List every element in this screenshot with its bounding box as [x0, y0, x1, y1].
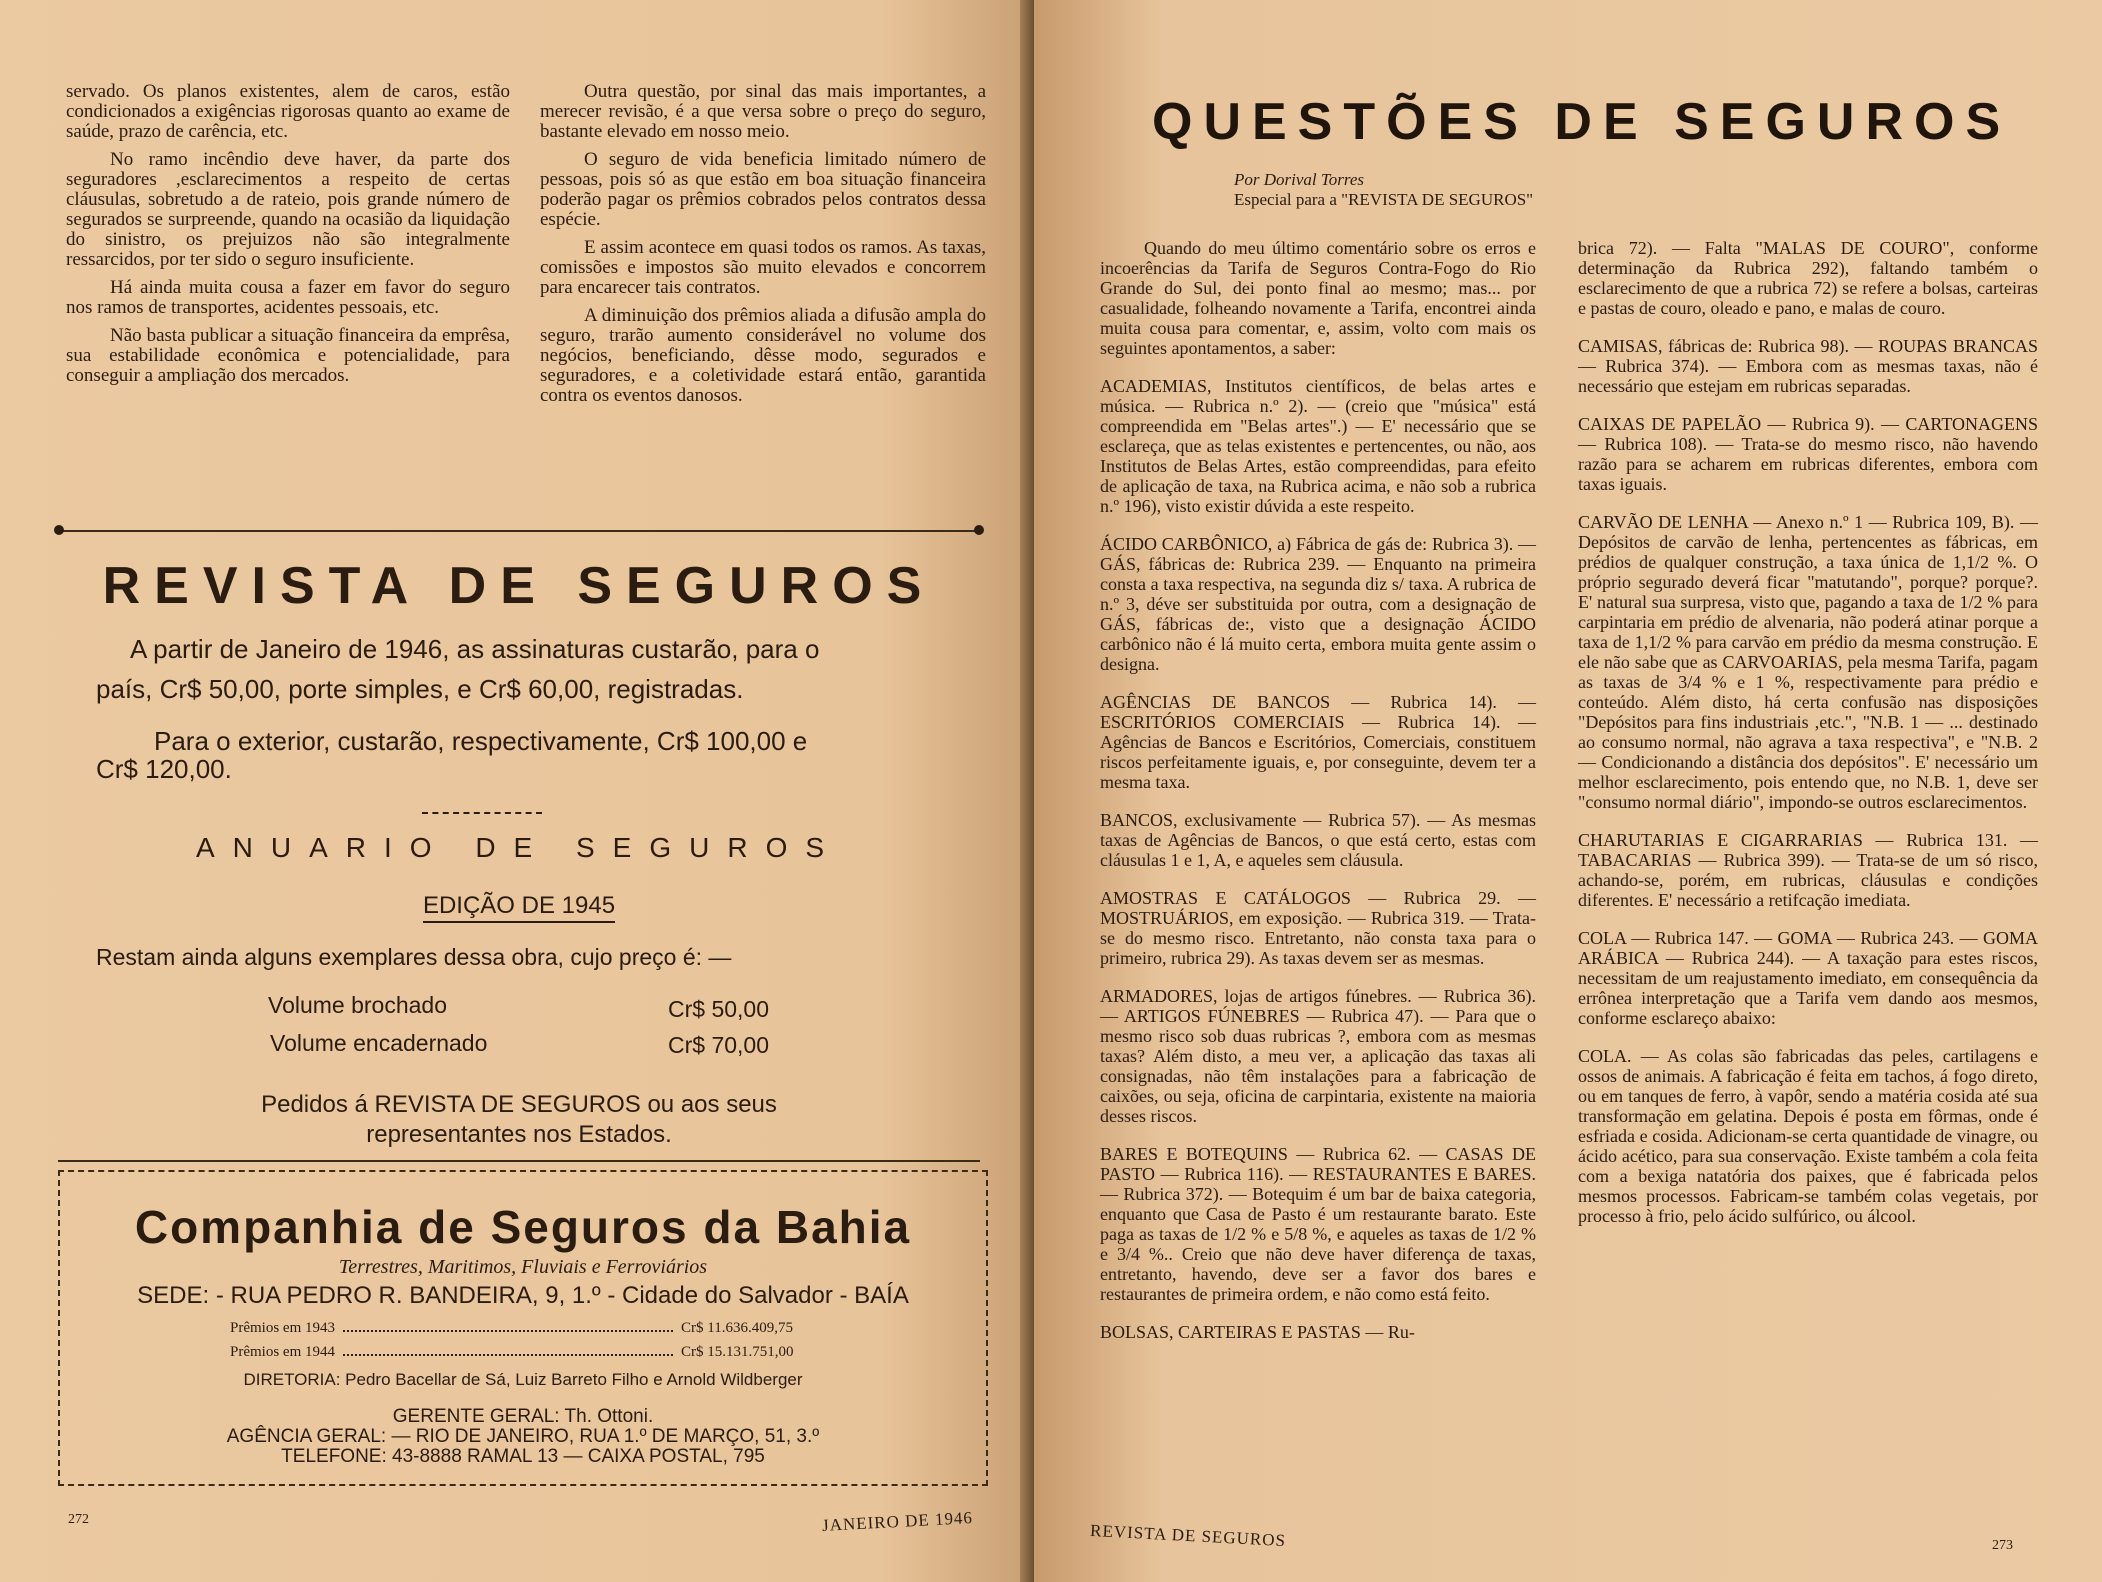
author: Por Dorival Torres	[1234, 170, 1365, 189]
company-name: Companhia de Seguros da Bahia	[134, 1201, 912, 1253]
price-value: Cr$ 50,00	[668, 996, 770, 1022]
price-label: Volume brochado	[268, 992, 448, 1018]
edition-text: EDIÇÃO DE 1945	[423, 892, 615, 923]
paragraph: CHARUTARIAS E CIGARRARIAS — Rubrica 131. — TABACARIAS — Rubrica 399). — Trata-se de um só risco, achando-se, porém, em rubricas, cláusulas e condições diferentes. E' necessário a retifcação imediata.	[1578, 830, 2038, 910]
paragraph: Quando do meu último comentário sobre os erros e incoerências da Tarifa de Seguros Contra-Fogo do Rio Grande do Sul, dei ponto final ao mesmo; mas... por casualidade, folheando novamente a Tarifa, encontrei ainda muita cousa para comentar, e, assim, volto com mais os seguintes apontamentos, a saber:	[1100, 238, 1536, 358]
company-address: SEDE: - RUA PEDRO R. BANDEIRA, 9, 1.º - Cidade do Salvador - BAÍA	[137, 1282, 909, 1309]
paragraph: ARMADORES, lojas de artigos fúnebres. — Rubrica 36). — ARTIGOS FÚNEBRES — Rubrica 47). — Para que o mesmo risco sob duas rubricas ?, embora com as mesmas taxas? Além disto, a meu ver, a aplicação das taxas ali consignadas, não têm instalações para a fabricação de caixões, ou seja, oficina de carpintaria, existente na maioria desses riscos.	[1100, 986, 1536, 1126]
ad-line: A partir de Janeiro de 1946, as assinaturas custarão, para o	[130, 634, 820, 664]
ad-line: representantes nos Estados.	[366, 1121, 672, 1148]
paragraph: Há ainda muita cousa a fazer em favor do seguro nos ramos de transportes, acidentes pessoais, etc.	[66, 277, 510, 318]
paragraph: AGÊNCIAS DE BANCOS — Rubrica 14). — ESCRITÓRIOS COMERCIAIS — Rubrica 14). — Agências de Bancos e Escritórios, Comerciais, constituem riscos perfeitamente iguais, e, por conseguinte, devem ter a mesma taxa.	[1100, 692, 1536, 792]
right-column-2	[1578, 238, 2038, 1244]
divider	[422, 812, 542, 814]
left-column-1	[66, 82, 510, 394]
ad-line: Restam ainda alguns exemplares dessa obra, cujo preço é: —	[96, 944, 732, 970]
right-column-1	[1100, 238, 1536, 1360]
ad-title: REVISTA DE SEGUROS	[102, 557, 936, 615]
premium-label: Prêmios em 1943	[230, 1320, 335, 1336]
paragraph: O seguro de vida beneficia limitado número de pessoas, pois só as que estão em boa situação financeira poderão pagar os prêmios cobrados pelos contratos dessa espécie.	[540, 149, 986, 230]
paragraph: ACADEMIAS, Institutos científicos, de belas artes e música. — Rubrica n.º 2). — (creio que "música" está compreendida em "Belas artes".) — E' necessário que se esclareça, que as telas existentes e pertencentes, ou não, aos Institutos de Belas Artes, estão compreendidas, para efeito de aplicação de taxa, na Rubrica acima, e não sob a rubrica n.º 196), visto existir dúvida a este respeito.	[1100, 376, 1536, 516]
right-page	[1034, 0, 2102, 1582]
paragraph: Outra questão, por sinal das mais importantes, a merecer revisão, é a que versa sobre o preço do seguro, bastante elevado em nosso meio.	[540, 81, 986, 142]
left-page	[0, 0, 1034, 1582]
price-value: Cr$ 70,00	[668, 1032, 770, 1058]
company-agency: AGÊNCIA GERAL: — RIO DE JANEIRO, RUA 1.º DE MARÇO, 51, 3.º	[226, 1426, 820, 1447]
premium-label: Prêmios em 1944	[230, 1344, 335, 1360]
byline	[1234, 170, 1533, 210]
page-number: 273	[1992, 1538, 2013, 1553]
paragraph: AMOSTRAS E CATÁLOGOS — Rubrica 29. — MOSTRUÁRIOS, em exposição. — Rubrica 319. — Trata-se do mesmo risco. Entretanto, não consta taxa para o primeiro, rubrica 29). As taxas devem ser as mesmas.	[1100, 888, 1536, 968]
paragraph: E assim acontece em quasi todos os ramos. As taxas, comissões e impostos são muito elevados e concorrem para encarecer tais contratos.	[540, 237, 986, 298]
divider	[58, 1160, 980, 1162]
paragraph: CAIXAS DE PAPELÃO — Rubrica 9). — CARTONAGENS — Rubrica 108). — Trata-se do mesmo risco, não havendo razão para se acharem em rubricas diferentes, embora com taxas iguais.	[1578, 414, 2038, 494]
paragraph: Não basta publicar a situação financeira da emprêsa, sua estabilidade econômica e potencialidade, para conseguir a ampliação dos mercados.	[66, 325, 510, 386]
company-board: DIRETORIA: Pedro Bacellar de Sá, Luiz Barreto Filho e Arnold Wildberger	[243, 1370, 803, 1389]
companhia-advertisement	[58, 1170, 988, 1486]
paragraph: BARES E BOTEQUINS — Rubrica 62. — CASAS DE PASTO — Rubrica 116). — RESTAURANTES E BARES. — Rubrica 372). — Botequim é um bar de baixa categoria, enquanto que Casa de Pasto é um restaurante barato. Este paga as taxas de 1/2 % e 5/8 %, e aqueles as taxas de 1/2 % e 3/4 %.. Creio que não deve haver diferença de taxas, entretanto, havendo, deve ser a favor dos bares e restaurantes de primeira ordem, e não como está feito.	[1100, 1144, 1536, 1304]
article-title: QUESTÕES DE SEGUROS	[1152, 93, 2012, 151]
page-footer: REVISTA DE SEGUROS	[1089, 1520, 1287, 1551]
leader-dots	[343, 1330, 673, 1332]
anuario-title: ANUARIO DE SEGUROS	[195, 832, 843, 863]
page-footer: JANEIRO DE 1946	[821, 1508, 974, 1535]
rule-dot	[54, 525, 64, 535]
divider	[58, 530, 980, 532]
company-subtitle: Terrestres, Maritimos, Fluviais e Ferroviários	[338, 1256, 708, 1278]
paragraph: COLA. — As colas são fabricadas das peles, cartilagens e ossos de animais. A fabricação é feita em tachos, á fogo direto, ou em tanques de ferro, à vapôr, sendo a matéria cosida até sua transformação em gelatina. Depois é posta em fôrmas, onde é esfriada e cosida. Adicionam-se certa quantidade de vinagre, ou ácido acético, para sua conservação. Existe também a cola feita com a bexiga natatória dos paixes, que é fabricada pelos mesmos processos. Fabricam-se também colas vegetais, por processo à frio, pelo ácido sulfúrico, ou álcool.	[1578, 1046, 2038, 1226]
paragraph: BOLSAS, CARTEIRAS E PASTAS — Ru-	[1100, 1322, 1415, 1342]
paragraph: A diminuição dos prêmios aliada a difusão ampla do seguro, trarão aumento considerável no volume dos negócios, beneficiando, dêsse modo, segurados e seguradores, e a coletividade estará então, garantida contra os eventos danosos.	[540, 305, 986, 406]
premium-value: Cr$ 11.636.409,75	[681, 1320, 793, 1336]
paragraph: COLA — Rubrica 147. — GOMA — Rubrica 243. — GOMA ARÁBICA — Rubrica 244). — A taxação para estes riscos, necessitam de um reajustamento imediato, em consequência da errônea interpretação que a Tarifa vem dando aos mesmos, conforme esclareço abaixo:	[1578, 928, 2038, 1028]
paragraph: CAMISAS, fábricas de: Rubrica 98). — ROUPAS BRANCAS — Rubrica 374). — Embora com as mesmas taxas, não é necessário que estejam em rubricas separadas.	[1578, 336, 2038, 396]
page-number: 272	[68, 1512, 89, 1527]
premium-row	[230, 1320, 930, 1337]
company-manager: GERENTE GERAL: Th. Ottoni.	[392, 1406, 654, 1427]
paragraph: No ramo incêndio deve haver, da parte dos seguradores ,esclarecimentos a respeito de certas cláusulas, sobretudo a de rateio, pois grande número de segurados se surpreende, quando na ocasião da liquidação do sinistro, os prejuizos não são integralmente ressarcidos, por ter sido o seguro insuficiente.	[66, 149, 510, 270]
company-phone: TELEFONE: 43-8888 RAMAL 13 — CAIXA POSTAL, 795	[281, 1446, 765, 1467]
leader-dots	[343, 1354, 673, 1356]
ad-line: Para o exterior, custarão, respectivamente, Cr$ 100,00 e	[154, 726, 808, 756]
premium-value: Cr$ 15.131.751,00	[681, 1344, 794, 1360]
paragraph: BANCOS, exclusivamente — Rubrica 57). — As mesmas taxas de Agências de Bancos, o que está certo, estas com cláusulas 1 e 1, A, e aqueles sem cláusula.	[1100, 810, 1536, 870]
premium-row	[230, 1344, 930, 1361]
price-label: Volume encadernado	[270, 1030, 488, 1056]
paragraph: brica 72). — Falta "MALAS DE COURO", conforme determinação da Rubrica 292), faltando também o esclarecimento de que a rubrica 72) se refere a bolsas, carteiras e pastas de couro, oleado e pano, e malas de couro.	[1578, 238, 2038, 318]
revista-advertisement	[58, 530, 980, 1160]
paragraph: CARVÃO DE LENHA — Anexo n.º 1 — Rubrica 109, B). — Depósitos de carvão de lenha, pertencentes as fábricas, em prédios de qualquer construção, a taxa única de 1,1/2 %. O próprio segurado deverá ficar "matutando", porque? porque?. E' natural sua surpresa, visto que, pagando a taxa de 1/2 % para carpintaria em prédio de alvenaria, não poderá atinar porque a taxa de 1,1/2 % para carvão em prédio da mesma construção. E ele não sabe que as CARVOARIAS, pela mesma Tarifa, pagam as taxas de 3/4 % e 1 %, respectivamente para prédio e conteúdo. Além disto, há certa confusão nas disposições "Depósitos para fins industriais ,etc.", "N.B. 1 — ... destinado ao consumo normal, não agrava a taxa respectiva", e "N.B. 2 — Condicionando a distância dos depósitos". E' necessário um melhor esclarecimento, pois entendo que, no N.B. 1, deve ser "consumo normal diário", impondo-se outros esclarecimentos.	[1578, 512, 2038, 812]
ad-line: Cr$ 120,00.	[96, 754, 232, 784]
paragraph: ÁCIDO CARBÔNICO, a) Fábrica de gás de: Rubrica 3). — GÁS, fábricas de: Rubrica 239. — Enquanto na primeira consta a taxa respectiva, na segunda diz s/ taxa. A rubrica de n.º 3, déve ser substituida por outra, com a designação de GÁS, fábricas de:, visto que a designação ÁCIDO carbônico não é lá muito certa, embora muita gente assim o designa.	[1100, 534, 1536, 674]
byline-note: Especial para a "REVISTA DE SEGUROS"	[1234, 190, 1534, 209]
paragraph: servado. Os planos existentes, alem de caros, estão condicionados a exigências rigorosas quanto ao exame de saúde, prazo de carência, etc.	[66, 81, 510, 142]
rule-dot	[974, 525, 984, 535]
ad-line: país, Cr$ 50,00, porte simples, e Cr$ 60,00, registradas.	[96, 674, 744, 704]
left-column-2	[540, 82, 986, 414]
ad-line: Pedidos á REVISTA DE SEGUROS ou aos seus	[261, 1091, 777, 1118]
edition-label	[58, 892, 980, 920]
